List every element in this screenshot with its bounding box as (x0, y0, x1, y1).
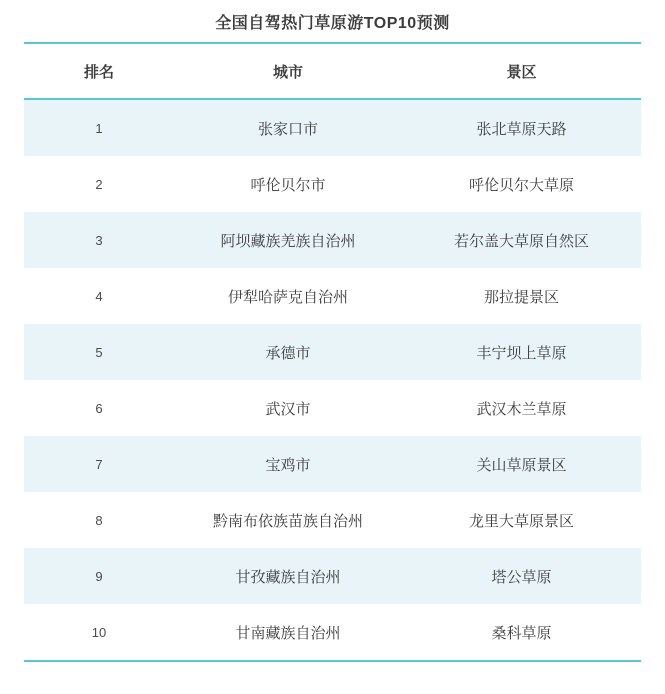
column-header-rank: 排名 (24, 43, 174, 99)
cell-city: 伊犁哈萨克自治州 (174, 268, 402, 324)
cell-spot: 塔公草原 (402, 548, 641, 604)
cell-rank: 5 (24, 324, 174, 380)
table-row (24, 324, 641, 380)
cell-city: 阿坝藏族羌族自治州 (174, 212, 402, 268)
cell-rank: 4 (24, 268, 174, 324)
cell-city: 黔南布依族苗族自治州 (174, 492, 402, 548)
table-row (24, 156, 641, 212)
table-header-row (24, 43, 641, 99)
cell-spot: 桑科草原 (402, 604, 641, 661)
table-row (24, 436, 641, 492)
page-title-bar (0, 0, 665, 42)
cell-city: 甘南藏族自治州 (174, 604, 402, 661)
cell-spot: 若尔盖大草原自然区 (402, 212, 641, 268)
cell-rank: 9 (24, 548, 174, 604)
page-title: 全国自驾热门草原游TOP10预测 (215, 14, 450, 32)
table-header (24, 43, 641, 99)
cell-city: 承德市 (174, 324, 402, 380)
table-row (24, 268, 641, 324)
cell-city: 甘孜藏族自治州 (174, 548, 402, 604)
cell-rank: 3 (24, 212, 174, 268)
cell-rank: 7 (24, 436, 174, 492)
cell-spot: 丰宁坝上草原 (402, 324, 641, 380)
cell-city: 宝鸡市 (174, 436, 402, 492)
table-row (24, 99, 641, 156)
table-row (24, 548, 641, 604)
cell-rank: 2 (24, 156, 174, 212)
cell-spot: 那拉提景区 (402, 268, 641, 324)
footer-spacer (0, 662, 665, 670)
column-header-city: 城市 (174, 43, 402, 99)
cell-rank: 10 (24, 604, 174, 661)
cell-rank: 6 (24, 380, 174, 436)
cell-spot: 关山草原景区 (402, 436, 641, 492)
cell-city: 呼伦贝尔市 (174, 156, 402, 212)
cell-rank: 1 (24, 99, 174, 156)
table-body (24, 99, 641, 661)
cell-rank: 8 (24, 492, 174, 548)
table-row (24, 212, 641, 268)
cell-city: 张家口市 (174, 99, 402, 156)
column-header-spot: 景区 (402, 43, 641, 99)
cell-city: 武汉市 (174, 380, 402, 436)
table-row (24, 604, 641, 661)
cell-spot: 龙里大草原景区 (402, 492, 641, 548)
ranking-table (24, 42, 641, 662)
table-row (24, 492, 641, 548)
cell-spot: 呼伦贝尔大草原 (402, 156, 641, 212)
cell-spot: 武汉木兰草原 (402, 380, 641, 436)
cell-spot: 张北草原天路 (402, 99, 641, 156)
table-row (24, 380, 641, 436)
